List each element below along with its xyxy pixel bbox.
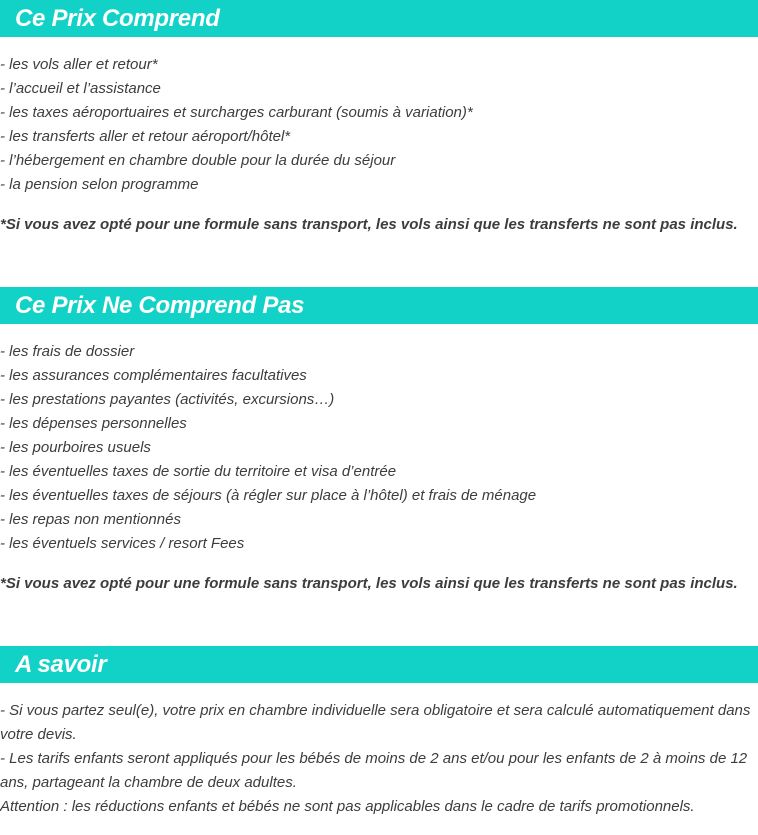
list-item: - les assurances complémentaires facultatives <box>0 367 307 384</box>
info-paragraph-child-rates: - Les tarifs enfants seront appliqués pour les bébés de moins de 2 ans et/ou pour les enfants de 2 à moins de 12 ans, partageant la chambre de deux adultes. <box>0 750 748 791</box>
info-section <box>0 646 758 819</box>
list-item: - les éventuelles taxes de sortie du territoire et visa d’entrée <box>0 463 397 480</box>
included-title: Ce Prix Comprend <box>15 4 220 32</box>
included-header <box>0 0 758 37</box>
list-item: - les transferts aller et retour aéroport/hôtel* <box>0 128 291 145</box>
excluded-note: *Si vous avez opté pour une formule sans transport, les vols ainsi que les transferts ne sont pas inclus. <box>0 575 738 592</box>
info-paragraph-attention: Attention : les réductions enfants et bébés ne sont pas applicables dans le cadre de tarifs promotionnels. <box>0 798 695 815</box>
info-title: A savoir <box>15 650 107 678</box>
list-item: - l’hébergement en chambre double pour la durée du séjour <box>0 152 396 169</box>
info-header <box>0 646 758 683</box>
list-item: - l’accueil et l’assistance <box>0 80 161 97</box>
list-item: - les vols aller et retour* <box>0 56 158 73</box>
list-item: - les taxes aéroportuaires et surcharges carburant (soumis à variation)* <box>0 104 473 121</box>
list-item: - la pension selon programme <box>0 176 199 193</box>
info-paragraph-single-room: - Si vous partez seul(e), votre prix en chambre individuelle sera obligatoire et sera calculé automatiquement dans votre devis. <box>0 702 751 743</box>
list-item: - les dépenses personnelles <box>0 415 187 432</box>
list-item: - les repas non mentionnés <box>0 511 181 528</box>
info-text <box>0 699 758 819</box>
excluded-list <box>0 340 758 556</box>
list-item: - les pourboires usuels <box>0 439 151 456</box>
included-note: *Si vous avez opté pour une formule sans transport, les vols ainsi que les transferts ne sont pas inclus. <box>0 216 738 233</box>
excluded-section <box>0 287 758 596</box>
list-item: - les éventuels services / resort Fees <box>0 535 245 552</box>
list-item: - les prestations payantes (activités, excursions…) <box>0 391 335 408</box>
included-list <box>0 53 758 197</box>
excluded-title: Ce Prix Ne Comprend Pas <box>15 291 305 319</box>
excluded-header <box>0 287 758 324</box>
list-item: - les éventuelles taxes de séjours (à régler sur place à l’hôtel) et frais de ménage <box>0 487 537 504</box>
included-section <box>0 0 758 237</box>
list-item: - les frais de dossier <box>0 343 135 360</box>
